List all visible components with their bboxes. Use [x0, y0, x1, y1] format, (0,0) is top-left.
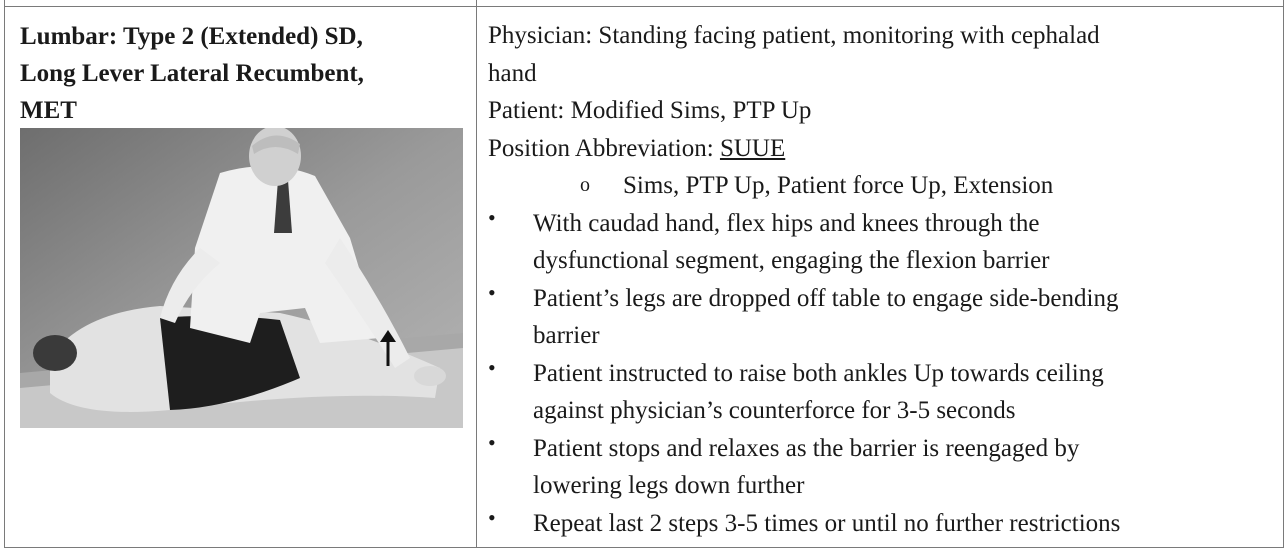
technique-step	[488, 505, 1278, 543]
technique-steps-list	[488, 205, 1278, 543]
position-abbreviation	[488, 130, 1278, 168]
bullet-icon: •	[488, 429, 496, 455]
step-line-2: dysfunctional segment, engaging the flexion barrier	[533, 247, 1050, 274]
step-line-1: Patient’s legs are dropped off table to engage side-bending	[533, 284, 1119, 312]
physician-position-text	[488, 17, 1278, 92]
physician-position-line-2: hand	[488, 59, 537, 87]
technique-title	[20, 18, 470, 129]
bullet-icon: •	[488, 354, 496, 380]
technique-step	[488, 205, 1278, 280]
technique-step	[488, 355, 1278, 430]
physician-treating-patient-photo	[20, 128, 463, 428]
technique-title-cell	[20, 18, 470, 129]
step-line-1: With caudad hand, flex hips and knees through the	[533, 209, 1040, 237]
step-line-2: barrier	[533, 322, 600, 349]
technique-step	[488, 280, 1278, 355]
step-line-1: Patient stops and relaxes as the barrier is reengaged by	[533, 434, 1080, 462]
physician-position-line-1: Physician: Standing facing patient, monitoring with cephalad	[488, 22, 1100, 49]
technique-details-cell	[488, 17, 1278, 542]
circle-bullet-icon: o	[580, 174, 590, 196]
technique-title-line-2: Long Lever Lateral Recumbent,	[20, 60, 364, 87]
bullet-icon: •	[488, 504, 496, 530]
position-abbreviation-label: Position Abbreviation:	[488, 134, 720, 162]
abbreviation-expansion-item	[488, 167, 1278, 205]
table-top-border	[4, 6, 1284, 7]
position-abbreviation-value: SUUE	[719, 134, 786, 162]
table-column-divider	[476, 0, 477, 548]
step-line-1: Patient instructed to raise both ankles Up towards ceiling	[533, 359, 1104, 387]
step-line-2: against physician’s counterforce for 3-5 seconds	[533, 397, 1016, 424]
technique-title-line-1: Lumbar: Type 2 (Extended) SD,	[20, 23, 363, 50]
patient-position-text: Patient: Modified Sims, PTP Up	[488, 97, 812, 124]
bullet-icon: •	[488, 204, 496, 230]
abbreviation-expansion-text: Sims, PTP Up, Patient force Up, Extension	[623, 172, 1054, 199]
step-line-1: Repeat last 2 steps 3-5 times or until no further restrictions	[533, 509, 1121, 537]
step-line-2: lowering legs down further	[533, 472, 805, 499]
technique-step	[488, 430, 1278, 505]
bullet-icon: •	[488, 279, 496, 305]
technique-title-line-3: MET	[20, 97, 77, 124]
